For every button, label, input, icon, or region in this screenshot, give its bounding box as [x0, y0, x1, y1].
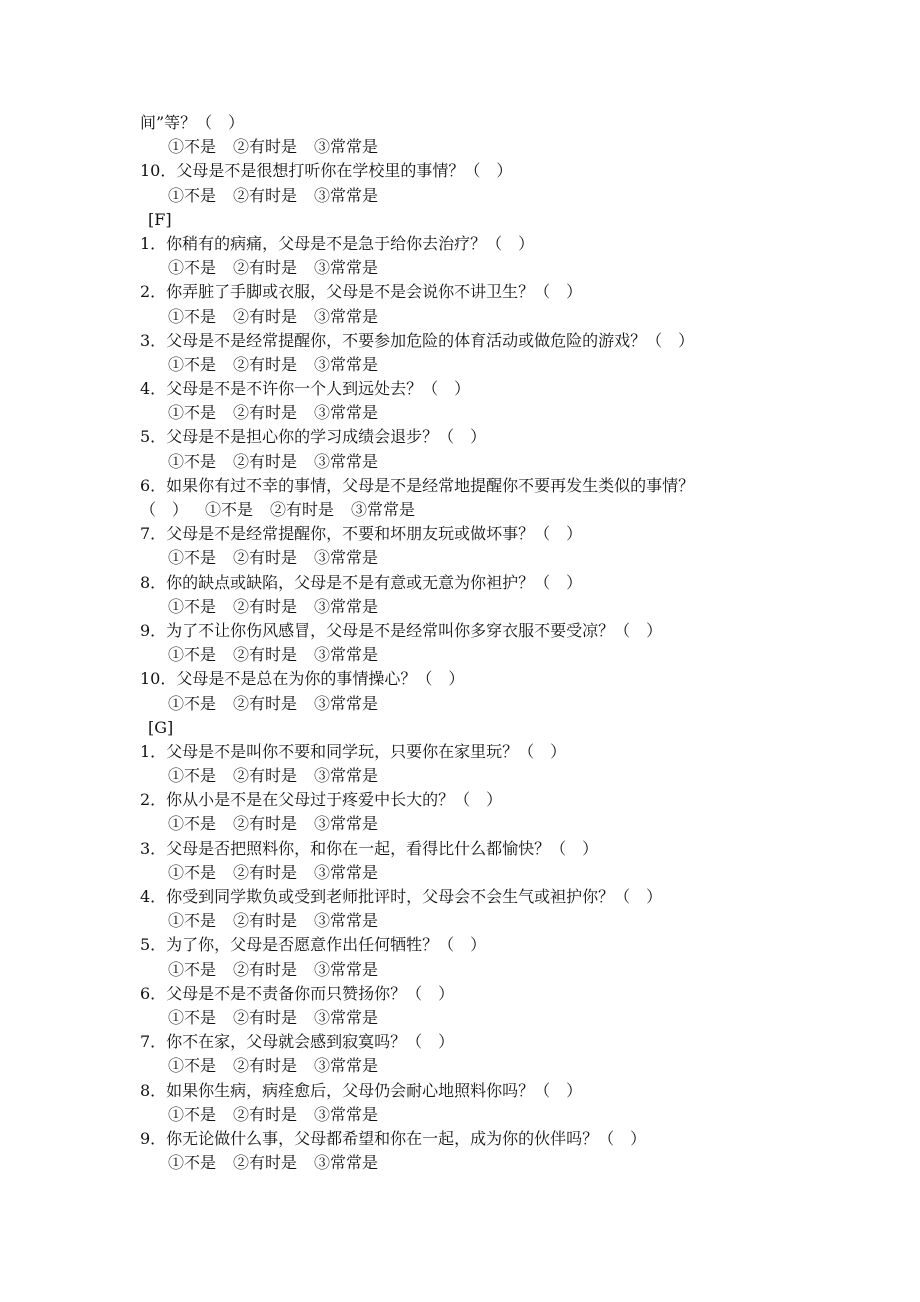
answer-options: [140, 353, 790, 377]
answer-option[interactable]: ③常常是: [314, 645, 379, 665]
question-text: 3．父母是不是经常提醒你，不要参加危险的体育活动或做危险的游戏？（ ）: [140, 330, 695, 350]
answer-option[interactable]: ③常常是: [314, 814, 379, 834]
answer-option[interactable]: ③常常是: [314, 1104, 379, 1124]
answer-option[interactable]: ②有时是: [233, 911, 298, 931]
question-text: 2．你从小是不是在父母过于疼爱中长大的？（ ）: [140, 790, 503, 810]
answer-option[interactable]: ②有时是: [270, 500, 335, 519]
answer-options: [140, 256, 790, 280]
section-label: [G]: [148, 717, 174, 737]
answer-option[interactable]: ③常常是: [314, 354, 379, 374]
answer-option[interactable]: ③常常是: [314, 1007, 379, 1027]
answer-option[interactable]: ①不是: [168, 911, 217, 931]
question-text: 8．如果你生病，病痊愈后，父母仍会耐心地照料你吗？（ ）: [140, 1080, 583, 1100]
answer-option[interactable]: ③常常是: [314, 306, 379, 326]
answer-option[interactable]: ①不是: [168, 548, 217, 568]
answer-options: [140, 305, 790, 329]
answer-options: [140, 1006, 790, 1030]
answer-option[interactable]: ①不是: [168, 862, 217, 882]
answer-option[interactable]: ①不是: [168, 596, 217, 616]
question-text: 10．父母是不是很想打听你在学校里的事情？（ ）: [140, 161, 513, 181]
answer-option[interactable]: ①不是: [168, 137, 217, 157]
answer-option[interactable]: ②有时是: [233, 1153, 298, 1173]
answer-option[interactable]: ①不是: [168, 766, 217, 786]
answer-option[interactable]: ①不是: [168, 693, 217, 713]
section-label: [F]: [148, 209, 172, 229]
answer-option[interactable]: ②有时是: [233, 1056, 298, 1076]
question-text: 5．为了你，父母是否愿意作出任何牺牲？（ ）: [140, 935, 487, 955]
answer-option[interactable]: ①不是: [168, 1056, 217, 1076]
answer-option[interactable]: ①不是: [168, 645, 217, 665]
answer-option[interactable]: ②有时是: [233, 306, 298, 326]
answer-option[interactable]: ②有时是: [233, 185, 298, 205]
answer-option[interactable]: ③常常是: [314, 596, 379, 616]
answer-option[interactable]: ③常常是: [314, 185, 379, 205]
question-text: 3．父母是否把照料你，和你在一起，看得比什么都愉快？（ ）: [140, 838, 599, 858]
answer-option[interactable]: ①不是: [168, 451, 217, 471]
answer-option[interactable]: ①不是: [168, 306, 217, 326]
answer-option[interactable]: ②有时是: [233, 451, 298, 471]
answer-options: [140, 450, 790, 474]
answer-option[interactable]: ②有时是: [233, 596, 298, 616]
answer-options: [140, 498, 790, 522]
questionnaire-content: [140, 111, 790, 1175]
question-text: 4．父母是不是不许你一个人到远处去？（ ）: [140, 379, 471, 399]
answer-option[interactable]: ③常常是: [314, 403, 379, 423]
answer-option[interactable]: ③常常是: [314, 766, 379, 786]
question-text: 5．父母是不是担心你的学习成绩会退步？（ ）: [140, 427, 487, 447]
answer-options: [140, 1103, 790, 1127]
answer-options: [140, 401, 790, 425]
answer-options: [140, 692, 790, 716]
answer-option[interactable]: ②有时是: [233, 403, 298, 423]
answer-option[interactable]: ①不是: [168, 403, 217, 423]
answer-option[interactable]: ①不是: [168, 1153, 217, 1173]
answer-option[interactable]: ②有时是: [233, 137, 298, 157]
answer-option[interactable]: ①不是: [168, 1007, 217, 1027]
question-text: 9．为了不让你伤风感冒，父母是不是经常叫你多穿衣服不要受凉？（ ）: [140, 620, 663, 640]
question-text: 4．你受到同学欺负或受到老师批评时，父母会不会生气或袒护你？（ ）: [140, 887, 663, 906]
answer-option[interactable]: ③常常是: [314, 1056, 379, 1076]
question-text: 8．你的缺点或缺陷，父母是不是有意或无意为你袒护？（ ）: [140, 572, 583, 592]
answer-option[interactable]: ②有时是: [233, 814, 298, 834]
answer-options: [140, 546, 790, 570]
question-text: 6．如果你有过不幸的事情，父母是不是经常地提醒你不要再发生类似的事情？: [140, 475, 695, 495]
answer-option[interactable]: ③常常是: [314, 1153, 379, 1173]
answer-options: [140, 812, 790, 836]
answer-option[interactable]: ①不是: [168, 959, 217, 979]
answer-option[interactable]: ①不是: [168, 1104, 217, 1124]
question-text: 7．你不在家，父母就会感到寂寞吗？（ ）: [140, 1032, 455, 1052]
answer-option[interactable]: ③常常是: [351, 500, 416, 519]
answer-option[interactable]: ③常常是: [314, 258, 379, 278]
answer-options: [140, 135, 790, 159]
answer-options: [140, 958, 790, 982]
answer-option[interactable]: ③常常是: [314, 862, 379, 882]
answer-option[interactable]: ②有时是: [233, 258, 298, 278]
answer-option[interactable]: ②有时是: [233, 645, 298, 665]
answer-option[interactable]: ①不是: [205, 500, 254, 519]
answer-blank: （ ）: [140, 500, 189, 519]
answer-options: [140, 861, 790, 885]
answer-options: [140, 184, 790, 208]
answer-option[interactable]: ②有时是: [233, 693, 298, 713]
answer-option[interactable]: ①不是: [168, 185, 217, 205]
answer-option[interactable]: ③常常是: [314, 451, 379, 471]
question-text: 10．父母是不是总在为你的事情操心？（ ）: [140, 669, 465, 689]
answer-options: [140, 1151, 790, 1175]
answer-options: [140, 643, 790, 667]
answer-option[interactable]: ③常常是: [314, 137, 379, 157]
answer-option[interactable]: ②有时是: [233, 1104, 298, 1124]
question-text: 1．父母是不是叫你不要和同学玩，只要你在家里玩？（ ）: [140, 741, 567, 761]
answer-option[interactable]: ①不是: [168, 258, 217, 278]
answer-option[interactable]: ②有时是: [233, 548, 298, 568]
answer-option[interactable]: ③常常是: [314, 548, 379, 568]
question-text: 6．父母是不是不责备你而只赞扬你？（ ）: [140, 983, 455, 1003]
question-text: 2．你弄脏了手脚或衣服，父母是不是会说你不讲卫生？（ ）: [140, 282, 583, 302]
question-continuation: 间”等？（ ）: [140, 113, 245, 132]
answer-option[interactable]: ③常常是: [314, 911, 379, 931]
answer-option[interactable]: ②有时是: [233, 862, 298, 882]
question-text: 9．你无论做什么事，父母都希望和你在一起，成为你的伙伴吗？（ ）: [140, 1128, 647, 1148]
answer-options: [140, 909, 790, 933]
answer-option[interactable]: ②有时是: [233, 1007, 298, 1027]
answer-option[interactable]: ②有时是: [233, 766, 298, 786]
answer-option[interactable]: ②有时是: [233, 354, 298, 374]
answer-option[interactable]: ③常常是: [314, 693, 379, 713]
answer-options: [140, 1054, 790, 1078]
answer-options: [140, 764, 790, 788]
answer-option[interactable]: ②有时是: [233, 959, 298, 979]
answer-options: [140, 595, 790, 619]
answer-option[interactable]: ①不是: [168, 354, 217, 374]
question-text: 1．你稍有的病痛，父母是不是急于给你去治疗？（ ）: [140, 233, 535, 253]
answer-option[interactable]: ③常常是: [314, 959, 379, 979]
question-text: 7．父母是不是经常提醒你，不要和坏朋友玩或做坏事？（ ）: [140, 524, 583, 544]
answer-option[interactable]: ①不是: [168, 814, 217, 834]
